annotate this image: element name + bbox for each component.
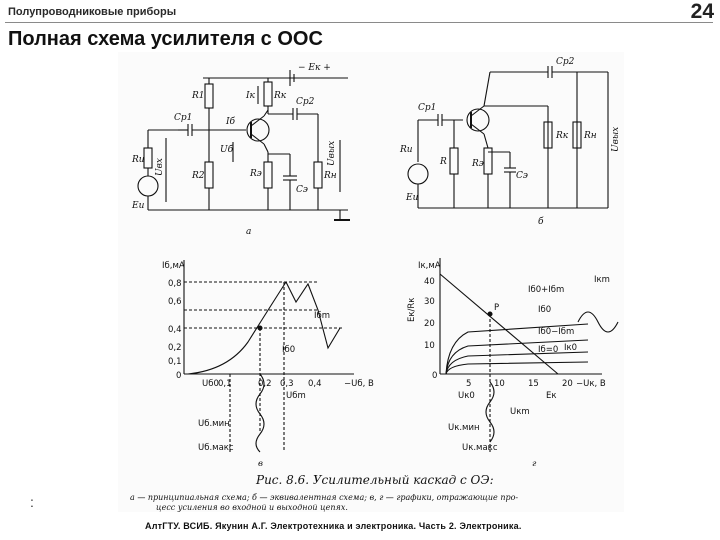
svg-text:Rэ: Rэ bbox=[250, 169, 262, 179]
svg-text:Iкm: Iкm bbox=[594, 275, 610, 285]
amplifier-figure bbox=[118, 52, 624, 512]
svg-text:Rи: Rи bbox=[132, 155, 145, 165]
svg-text:Uкm: Uкm bbox=[510, 407, 530, 417]
svg-text:Eк/Rк: Eк/Rк bbox=[407, 297, 417, 322]
svg-text:0,1: 0,1 bbox=[168, 357, 182, 367]
svg-text:10: 10 bbox=[494, 379, 505, 389]
svg-text:Cр1: Cр1 bbox=[418, 103, 437, 113]
colon-mark: : bbox=[30, 494, 34, 510]
svg-text:Iк0: Iк0 bbox=[564, 343, 578, 353]
svg-text:Uб.мин: Uб.мин bbox=[198, 419, 230, 429]
svg-text:0,2: 0,2 bbox=[168, 343, 182, 353]
svg-text:Cэ: Cэ bbox=[296, 185, 308, 195]
svg-text:Eи: Eи bbox=[406, 193, 419, 203]
svg-text:Iб0: Iб0 bbox=[538, 305, 552, 315]
svg-text:Uвх: Uвх bbox=[155, 158, 165, 176]
svg-text:0,8: 0,8 bbox=[168, 279, 182, 289]
schematic-a bbox=[138, 70, 350, 220]
svg-text:Uб0: Uб0 bbox=[202, 379, 219, 389]
svg-text:Cр2: Cр2 bbox=[556, 57, 575, 67]
svg-text:Iб0: Iб0 bbox=[282, 345, 296, 355]
figure-caption-line1: а — принципиальная схема; б — эквивалентная схема; в, г — графики, отражающие про- bbox=[130, 493, 519, 502]
svg-text:Rи: Rи bbox=[400, 145, 413, 155]
svg-text:− Eк +: − Eк + bbox=[298, 63, 331, 73]
svg-text:Uвых: Uвых bbox=[611, 126, 621, 152]
svg-text:Iб: Iб bbox=[226, 117, 236, 127]
header-divider bbox=[5, 22, 713, 23]
svg-text:0,6: 0,6 bbox=[168, 297, 182, 307]
svg-text:Eк: Eк bbox=[546, 391, 557, 401]
svg-text:Rн: Rн bbox=[324, 171, 337, 181]
svg-text:P: P bbox=[494, 303, 500, 313]
svg-text:Eи: Eи bbox=[132, 201, 145, 211]
svg-text:Uк.макс: Uк.макс bbox=[462, 443, 498, 453]
svg-text:Uк.мин: Uк.мин bbox=[448, 423, 480, 433]
svg-text:R2: R2 bbox=[192, 171, 205, 181]
schematic-b-caption: б bbox=[538, 217, 544, 227]
svg-text:0,3: 0,3 bbox=[280, 379, 294, 389]
svg-text:R: R bbox=[440, 157, 447, 167]
svg-text:Uвых: Uвых bbox=[327, 140, 337, 166]
svg-text:0: 0 bbox=[432, 371, 438, 381]
svg-text:Rк: Rк bbox=[556, 131, 569, 141]
svg-text:Cр1: Cр1 bbox=[174, 113, 193, 123]
svg-text:10: 10 bbox=[424, 341, 435, 351]
svg-text:г: г bbox=[532, 459, 537, 469]
svg-text:20: 20 bbox=[424, 319, 435, 329]
svg-text:Iб0−Iбm: Iб0−Iбm bbox=[538, 327, 575, 337]
svg-text:Rк: Rк bbox=[274, 91, 287, 101]
svg-text:0,4: 0,4 bbox=[308, 379, 322, 389]
figure-caption-line2: цесс усиления во входной и выходной цепях. bbox=[156, 503, 348, 512]
page-number: 24 bbox=[690, 0, 714, 23]
schematic-b bbox=[408, 66, 608, 208]
page-title: Полная схема усилителя с ООС bbox=[8, 28, 323, 50]
svg-text:Uбm: Uбm bbox=[286, 391, 306, 401]
svg-text:Iк: Iк bbox=[246, 91, 255, 101]
section-title: Полупроводниковые приборы bbox=[8, 6, 177, 18]
svg-text:Rэ: Rэ bbox=[472, 159, 484, 169]
svg-text:в: в bbox=[258, 459, 263, 469]
svg-text:Uб: Uб bbox=[220, 145, 234, 155]
schematic-a-caption: а bbox=[246, 227, 252, 237]
svg-text:20: 20 bbox=[562, 379, 573, 389]
svg-text:30: 30 bbox=[424, 297, 435, 307]
svg-text:15: 15 bbox=[528, 379, 539, 389]
graph-g-ylabel: Iк,мА bbox=[418, 261, 441, 271]
svg-text:5: 5 bbox=[466, 379, 472, 389]
svg-text:Cэ: Cэ bbox=[516, 171, 528, 181]
svg-text:Iб0+Iбm: Iб0+Iбm bbox=[528, 285, 565, 295]
graph-v-ylabel: Iб,мА bbox=[162, 261, 185, 271]
svg-text:Uк0: Uк0 bbox=[458, 391, 475, 401]
svg-text:R1: R1 bbox=[192, 91, 205, 101]
svg-text:40: 40 bbox=[424, 277, 435, 287]
svg-text:Iб=0: Iб=0 bbox=[538, 345, 559, 355]
svg-text:Rн: Rн bbox=[584, 131, 597, 141]
footer-text: АлтГТУ. ВСИБ. Якунин А.Г. Электротехника и электроника. Часть 2. Электроника. bbox=[145, 521, 522, 531]
svg-text:−Uб, В: −Uб, В bbox=[344, 379, 374, 389]
svg-text:Cр2: Cр2 bbox=[296, 97, 315, 107]
figure-caption-title: Рис. 8.6. Усилительный каскад с ОЭ: bbox=[256, 473, 494, 487]
svg-text:Iбm: Iбm bbox=[314, 311, 331, 321]
svg-text:Uб.макс: Uб.макс bbox=[198, 443, 234, 453]
svg-text:−Uк, В: −Uк, В bbox=[576, 379, 606, 389]
svg-text:0,1: 0,1 bbox=[218, 379, 232, 389]
svg-text:0: 0 bbox=[176, 371, 182, 381]
svg-text:0,4: 0,4 bbox=[168, 325, 182, 335]
svg-text:0,2: 0,2 bbox=[258, 379, 272, 389]
